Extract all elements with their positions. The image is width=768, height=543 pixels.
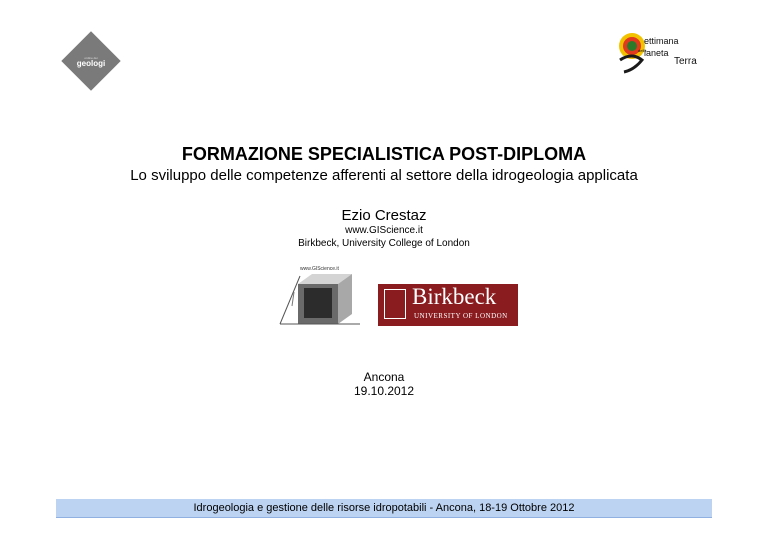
giscience-logo-text: www.GIScience.it bbox=[300, 266, 339, 272]
geologi-logo-text bbox=[67, 56, 115, 68]
spt-line2: laneta bbox=[644, 48, 669, 58]
author-name: Ezio Crestaz bbox=[341, 207, 427, 224]
spt-line3: Terra bbox=[674, 56, 697, 67]
giscience-logo bbox=[268, 262, 374, 330]
footer-text: Idrogeologia e gestione delle risorse idropotabili - Ancona, 18-19 Ottobre 2012 bbox=[193, 502, 575, 514]
geologi-logo-label: geologi bbox=[76, 59, 106, 68]
author-institution: Birkbeck, University College of London bbox=[298, 238, 470, 249]
presentation-subtitle: Lo sviluppo delle competenze afferenti al settore della idrogeologia applicata bbox=[130, 167, 638, 184]
spt-line1: ettimana bbox=[644, 36, 679, 46]
spt-small: della bbox=[638, 48, 647, 53]
geologi-logo bbox=[62, 32, 120, 90]
footer-bar bbox=[56, 499, 712, 518]
birkbeck-logo bbox=[378, 284, 518, 326]
author-website: www.GIScience.it bbox=[345, 225, 423, 236]
birkbeck-logo-name: Birkbeck bbox=[412, 284, 497, 309]
settimana-pianeta-terra-logo bbox=[612, 30, 712, 82]
geologi-logo-small-text: ordine dei bbox=[84, 56, 98, 60]
birkbeck-shield-icon bbox=[384, 289, 406, 319]
event-date: 19.10.2012 bbox=[353, 384, 415, 398]
presentation-title: FORMAZIONE SPECIALISTICA POST-DIPLOMA bbox=[181, 144, 587, 164]
birkbeck-logo-sub: UNIVERSITY OF LONDON bbox=[414, 312, 508, 320]
event-place: Ancona bbox=[363, 370, 405, 384]
